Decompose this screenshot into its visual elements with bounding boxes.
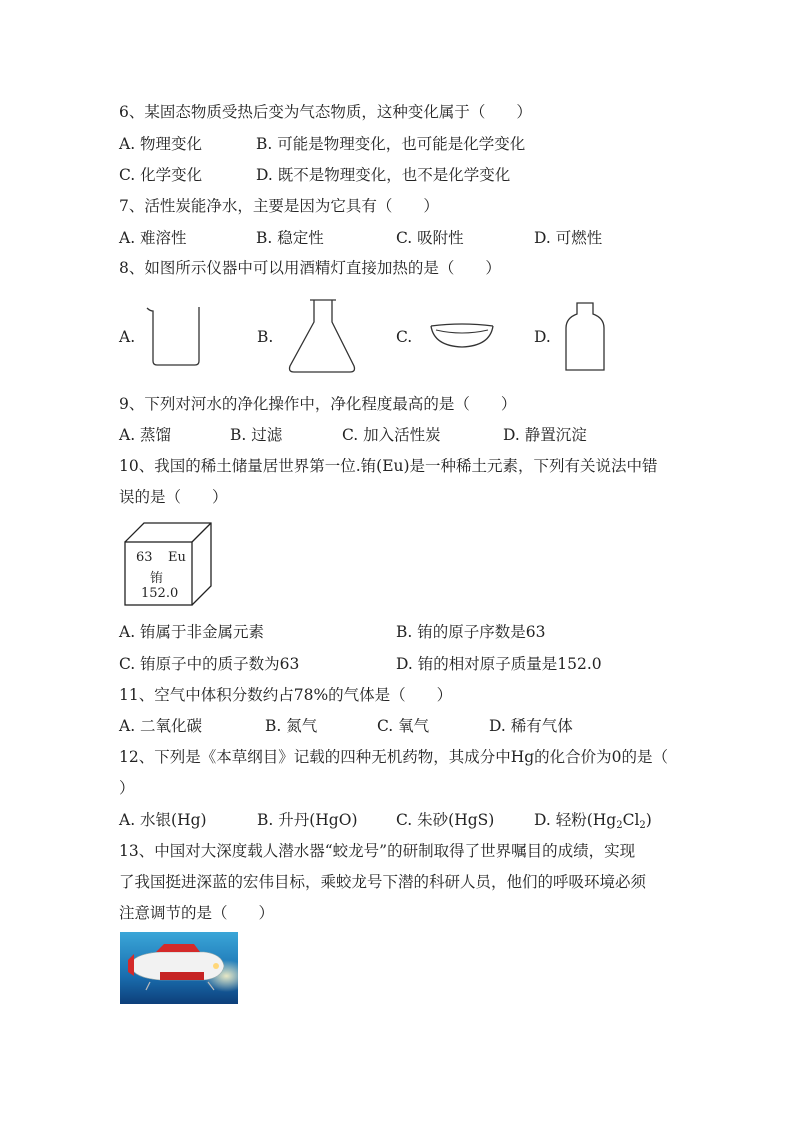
q12-option-d-sub1: 2 [616, 820, 623, 831]
q9-option-d[interactable]: D. 静置沉淀 [503, 426, 587, 444]
element-name: 铕 [150, 571, 164, 586]
q6-option-c[interactable]: C. 化学变化 [119, 166, 203, 184]
q13-stem-line3: 注意调节的是（ ） [119, 904, 275, 922]
q12-option-c[interactable]: C. 朱砂(HgS) [396, 811, 495, 829]
q12-option-d-prefix: D. 轻粉(Hg [534, 811, 617, 829]
q8-option-b-label[interactable]: B. [257, 328, 274, 346]
q10-stem-line1: 10、我国的稀土储量居世界第一位.铕(Eu)是一种稀土元素，下列有关说法中错 [119, 457, 658, 475]
q12-option-d-sub2: 2 [639, 820, 646, 831]
q8-stem: 8、如图所示仪器中可以用酒精灯直接加热的是（ ） [119, 259, 501, 277]
q12-option-a[interactable]: A. 水银(Hg) [119, 811, 207, 829]
q9-option-c[interactable]: C. 加入活性炭 [342, 426, 441, 444]
q12-stem-line1: 12、下列是《本草纲目》记载的四种无机药物，其成分中Hg的化合价为0的是（ [119, 748, 669, 766]
q13-stem-line1: 13、中国对大深度载人潜水器“蛟龙号”的研制取得了世界嘱目的成绩，实现 [119, 842, 636, 860]
q12-option-b[interactable]: B. 升丹(HgO) [257, 811, 358, 829]
q10-option-a[interactable]: A. 铕属于非金属元素 [119, 623, 265, 641]
q6-stem: 6、某固态物质受热后变为气态物质，这种变化属于（ ） [119, 103, 532, 121]
q7-stem: 7、活性炭能净水，主要是因为它具有（ ） [119, 197, 439, 215]
beaker-icon [145, 303, 205, 367]
conical-flask-icon [286, 296, 358, 376]
evaporating-dish-icon [428, 320, 496, 350]
q12-stem-line2: ） [119, 779, 135, 797]
q9-option-a[interactable]: A. 蒸馏 [119, 426, 172, 444]
element-mass: 152.0 [141, 586, 179, 601]
q8-option-a-label[interactable]: A. [119, 328, 136, 346]
q10-stem-line2: 误的是（ ） [119, 488, 228, 506]
q12-option-d[interactable] [534, 810, 652, 836]
q10-option-b[interactable]: B. 铕的原子序数是63 [396, 623, 546, 641]
q10-option-d[interactable]: D. 铕的相对原子质量是152.0 [396, 655, 602, 673]
q11-option-b[interactable]: B. 氮气 [265, 717, 318, 735]
q11-stem: 11、空气中体积分数约占78%的气体是（ ） [119, 686, 453, 704]
q13-stem-line2: 了我国挺进深蓝的宏伟目标，乘蛟龙号下潜的科研人员，他们的呼吸环境必须 [119, 873, 647, 891]
q7-option-c[interactable]: C. 吸附性 [396, 229, 464, 247]
q11-option-d[interactable]: D. 稀有气体 [489, 717, 573, 735]
q8-option-d-label[interactable]: D. [534, 328, 551, 346]
q7-option-b[interactable]: B. 稳定性 [256, 229, 324, 247]
q6-option-d[interactable]: D. 既不是物理变化，也不是化学变化 [256, 166, 511, 184]
jiaolong-submersible-photo [120, 932, 238, 1004]
q11-option-a[interactable]: A. 二氧化碳 [119, 717, 203, 735]
element-number: 63 [136, 550, 153, 565]
q12-option-d-suffix: ) [645, 811, 652, 829]
q6-option-b[interactable]: B. 可能是物理变化，也可能是化学变化 [256, 135, 526, 153]
q9-option-b[interactable]: B. 过滤 [230, 426, 283, 444]
q9-stem: 9、下列对河水的净化操作中，净化程度最高的是（ ） [119, 395, 517, 413]
element-symbol: Eu [168, 550, 186, 565]
q12-option-d-mid: Cl [622, 811, 640, 829]
element-cube-figure [122, 520, 214, 608]
q11-option-c[interactable]: C. 氧气 [377, 717, 430, 735]
q8-option-c-label[interactable]: C. [396, 328, 413, 346]
q7-option-d[interactable]: D. 可燃性 [534, 229, 603, 247]
q7-option-a[interactable]: A. 难溶性 [119, 229, 187, 247]
q10-option-c[interactable]: C. 铕原子中的质子数为63 [119, 655, 300, 673]
q6-option-a[interactable]: A. 物理变化 [119, 135, 203, 153]
reagent-bottle-icon [562, 300, 608, 374]
